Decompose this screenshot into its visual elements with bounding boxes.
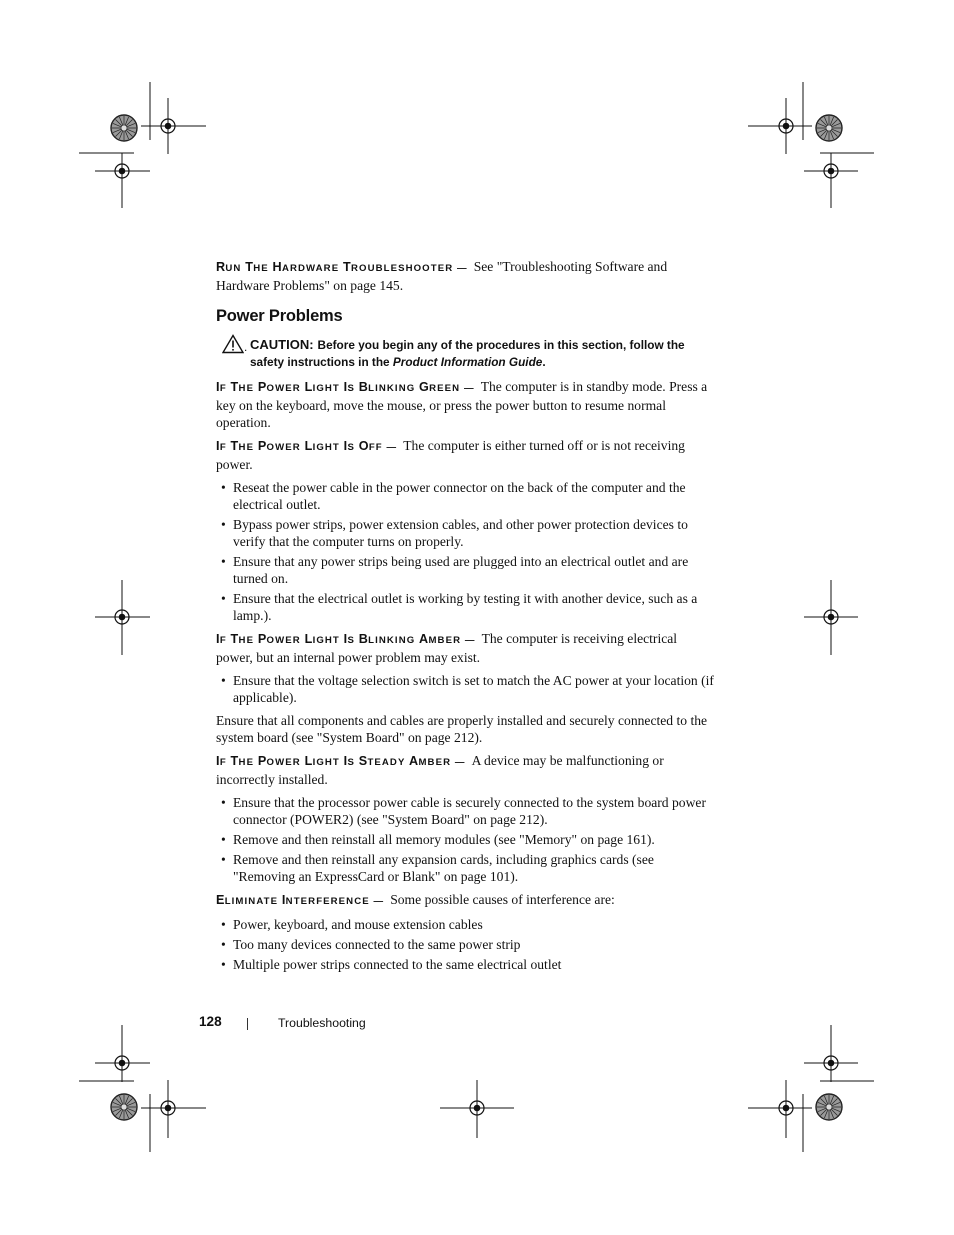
- bullet-icon: •: [221, 852, 226, 867]
- footer-section-title: Troubleshooting: [278, 1016, 366, 1030]
- page-content: [216, 258, 716, 979]
- run-in-heading: IF THE POWER LIGHT IS STEADY AMBER —: [216, 754, 466, 768]
- symptom-text: The computer is either turned off or is not receiving power.: [216, 438, 685, 472]
- symptom-text: The computer is in standby mode. Press a key on the keyboard, move the mouse, or press the power button to resume normal operation.: [216, 379, 708, 430]
- run-in-heading: IF THE POWER LIGHT IS OFF —: [216, 439, 398, 453]
- list-item: [216, 916, 716, 933]
- list-item: [216, 851, 716, 885]
- list-item: [216, 794, 716, 828]
- list-item: [216, 936, 716, 953]
- list-item-text: Ensure that any power strips being used are plugged into an electrical outlet and are turned on.: [233, 554, 689, 586]
- bullet-icon: •: [221, 937, 226, 952]
- list-item-text: Multiple power strips connected to the same electrical outlet: [233, 957, 562, 972]
- color-target-icon: [111, 115, 137, 141]
- run-in-heading: ELIMINATE INTERFERENCE —: [216, 893, 385, 907]
- list-item: [216, 590, 716, 624]
- run-in-heading: IF THE POWER LIGHT IS BLINKING GREEN —: [216, 380, 475, 394]
- list-item-text: Remove and then reinstall all memory modules (see "Memory" on page 161).: [233, 832, 655, 847]
- color-target-icon: [816, 1094, 842, 1120]
- symptom-paragraph: [216, 437, 716, 473]
- bullet-list: [216, 794, 716, 885]
- list-item: [216, 479, 716, 513]
- list-item-text: Power, keyboard, and mouse extension cables: [233, 917, 483, 932]
- bullet-icon: •: [221, 554, 226, 569]
- list-item-text: Ensure that the voltage selection switch is set to match the AC power at your location (if applicable).: [233, 673, 714, 705]
- list-item: [216, 516, 716, 550]
- list-item-text: Remove and then reinstall any expansion cards, including graphics cards (see "Removing an ExpressCard or Blank" on page 101).: [233, 852, 654, 884]
- footer-divider: [247, 1018, 248, 1030]
- list-item-text: Bypass power strips, power extension cables, and other power protection devices to verify that the computer turns on properly.: [233, 517, 688, 549]
- bullet-icon: •: [221, 917, 226, 932]
- bullet-list: [216, 479, 716, 624]
- list-item: [216, 831, 716, 848]
- color-target-icon: [816, 115, 842, 141]
- intro-text: See "Troubleshooting Software and Hardware Problems" on page 145.: [216, 259, 668, 293]
- symptom-list: [216, 378, 716, 973]
- bullet-icon: •: [221, 795, 226, 810]
- page-number: 128: [199, 1014, 222, 1029]
- list-item-text: Ensure that the processor power cable is securely connected to the system board power connector (POWER2) (see "System Board" on page 212).: [233, 795, 706, 827]
- color-target-icon: [111, 1094, 137, 1120]
- list-item: [216, 672, 716, 706]
- symptom-text: A device may be malfunctioning or incorrectly installed.: [216, 753, 664, 787]
- list-item-text: Ensure that the electrical outlet is working by testing it with another device, such as a lamp.).: [233, 591, 698, 623]
- list-item: [216, 553, 716, 587]
- follow-up-paragraph: Ensure that all components and cables are properly installed and securely connected to the system board (see "System Board" on page 212).: [216, 713, 708, 745]
- bullet-list: [216, 916, 716, 973]
- section-title: Power Problems: [216, 307, 343, 325]
- bullet-icon: •: [221, 673, 226, 688]
- run-in-heading: RUN THE HARDWARE TROUBLESHOOTER —: [216, 260, 468, 274]
- bullet-list: [216, 672, 716, 706]
- symptom-paragraph: [216, 891, 716, 910]
- bullet-icon: •: [221, 480, 226, 495]
- symptom-text: The computer is receiving electrical power, but an internal power problem may exist.: [216, 631, 678, 665]
- list-item-text: Too many devices connected to the same power strip: [233, 937, 521, 952]
- symptom-text: Some possible causes of interference are:: [390, 892, 615, 907]
- intro-paragraph: [216, 258, 716, 294]
- bullet-icon: •: [221, 591, 226, 606]
- bullet-icon: •: [221, 957, 226, 972]
- caution-notice: [216, 337, 716, 370]
- caution-text: Before you begin any of the procedures in this section, follow the safety instructions in the: [250, 338, 685, 369]
- caution-guide-title: Product Information Guide: [392, 354, 543, 369]
- bullet-icon: •: [221, 517, 226, 532]
- symptom-paragraph: [216, 630, 716, 666]
- symptom-paragraph: [216, 378, 716, 431]
- run-in-heading: IF THE POWER LIGHT IS BLINKING AMBER —: [216, 632, 476, 646]
- list-item-text: Reseat the power cable in the power connector on the back of the computer and the electrical outlet.: [233, 480, 686, 512]
- caution-dot: .: [244, 340, 248, 354]
- list-item: [216, 956, 716, 973]
- bullet-icon: •: [221, 832, 226, 847]
- caution-label: CAUTION:: [250, 337, 314, 352]
- symptom-paragraph: [216, 752, 716, 788]
- caution-text-end: .: [542, 354, 546, 369]
- caution-triangle-icon: [222, 334, 244, 354]
